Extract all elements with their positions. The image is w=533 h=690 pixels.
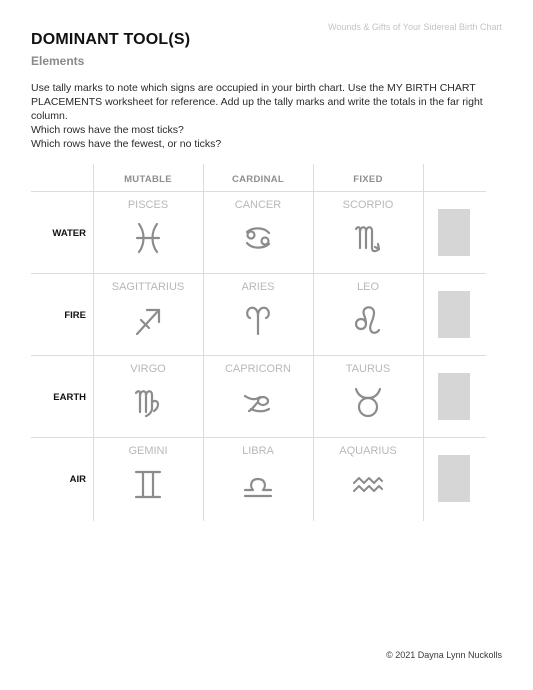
cancer-icon bbox=[242, 220, 274, 256]
taurus-icon bbox=[352, 384, 384, 420]
sign-name: LIBRA bbox=[242, 445, 274, 457]
sagittarius-icon bbox=[132, 302, 164, 338]
row-label-air: AIR bbox=[69, 474, 86, 485]
sign-name: PISCES bbox=[127, 199, 169, 211]
instructions bbox=[31, 81, 503, 151]
scorpio-icon bbox=[352, 220, 384, 256]
sign-cell-virgo bbox=[93, 356, 203, 438]
sign-cell-scorpio bbox=[313, 192, 423, 274]
sign-cell-aquarius bbox=[313, 438, 423, 520]
sign-cell-cancer bbox=[203, 192, 313, 274]
libra-icon bbox=[242, 466, 274, 502]
row-label-fire: FIRE bbox=[64, 310, 86, 321]
sign-name: SAGITTARIUS bbox=[111, 281, 185, 293]
total-box-earth[interactable] bbox=[438, 373, 470, 420]
question-fewest-ticks: Which rows have the fewest, or no ticks? bbox=[31, 138, 222, 150]
total-box-fire[interactable] bbox=[438, 291, 470, 338]
row-label-earth: EARTH bbox=[53, 392, 86, 403]
sign-name: CAPRICORN bbox=[224, 363, 291, 375]
sign-cell-taurus bbox=[313, 356, 423, 438]
header-note: Wounds & Gifts of Your Sidereal Birth Chart bbox=[328, 22, 502, 32]
sign-name: VIRGO bbox=[130, 363, 166, 375]
column-header-cardinal: CARDINAL bbox=[231, 174, 284, 185]
total-box-air[interactable] bbox=[438, 455, 470, 502]
leo-icon bbox=[352, 302, 384, 338]
sign-name: SCORPIO bbox=[342, 199, 394, 211]
sign-name: ARIES bbox=[241, 281, 275, 293]
page-subtitle: Elements bbox=[31, 54, 85, 68]
sign-cell-aries bbox=[203, 274, 313, 356]
column-header-fixed: FIXED bbox=[353, 174, 383, 185]
sign-cell-gemini bbox=[93, 438, 203, 520]
sign-cell-pisces bbox=[93, 192, 203, 274]
question-most-ticks: Which rows have the most ticks? bbox=[31, 124, 184, 136]
elements-grid bbox=[31, 164, 486, 521]
page-title: DOMINANT TOOL(S) bbox=[31, 31, 191, 48]
row-label-water: WATER bbox=[52, 228, 86, 239]
sign-cell-libra bbox=[203, 438, 313, 520]
sign-name: GEMINI bbox=[128, 445, 168, 457]
column-header-mutable: MUTABLE bbox=[124, 174, 172, 185]
gemini-icon bbox=[132, 466, 164, 502]
copyright-footer: © 2021 Dayna Lynn Nuckolls bbox=[386, 650, 502, 660]
sign-name: LEO bbox=[356, 281, 379, 293]
aries-icon bbox=[242, 302, 274, 338]
aquarius-icon bbox=[352, 466, 384, 502]
virgo-icon bbox=[132, 384, 164, 420]
capricorn-icon bbox=[242, 384, 274, 420]
sign-name: AQUARIUS bbox=[339, 445, 397, 457]
sign-cell-leo bbox=[313, 274, 423, 356]
grid-line bbox=[423, 164, 424, 521]
sign-cell-sagittarius bbox=[93, 274, 203, 356]
sign-name: TAURUS bbox=[345, 363, 391, 375]
total-box-water[interactable] bbox=[438, 209, 470, 256]
sign-name: CANCER bbox=[234, 199, 282, 211]
instructions-paragraph: Use tally marks to note which signs are occupied in your birth chart. Use the MY BIRTH CHART PLACEMENTS worksheet for reference. Add up the tally marks and write the totals in the far right column. bbox=[31, 82, 483, 122]
pisces-icon bbox=[132, 220, 164, 256]
sign-cell-capricorn bbox=[203, 356, 313, 438]
